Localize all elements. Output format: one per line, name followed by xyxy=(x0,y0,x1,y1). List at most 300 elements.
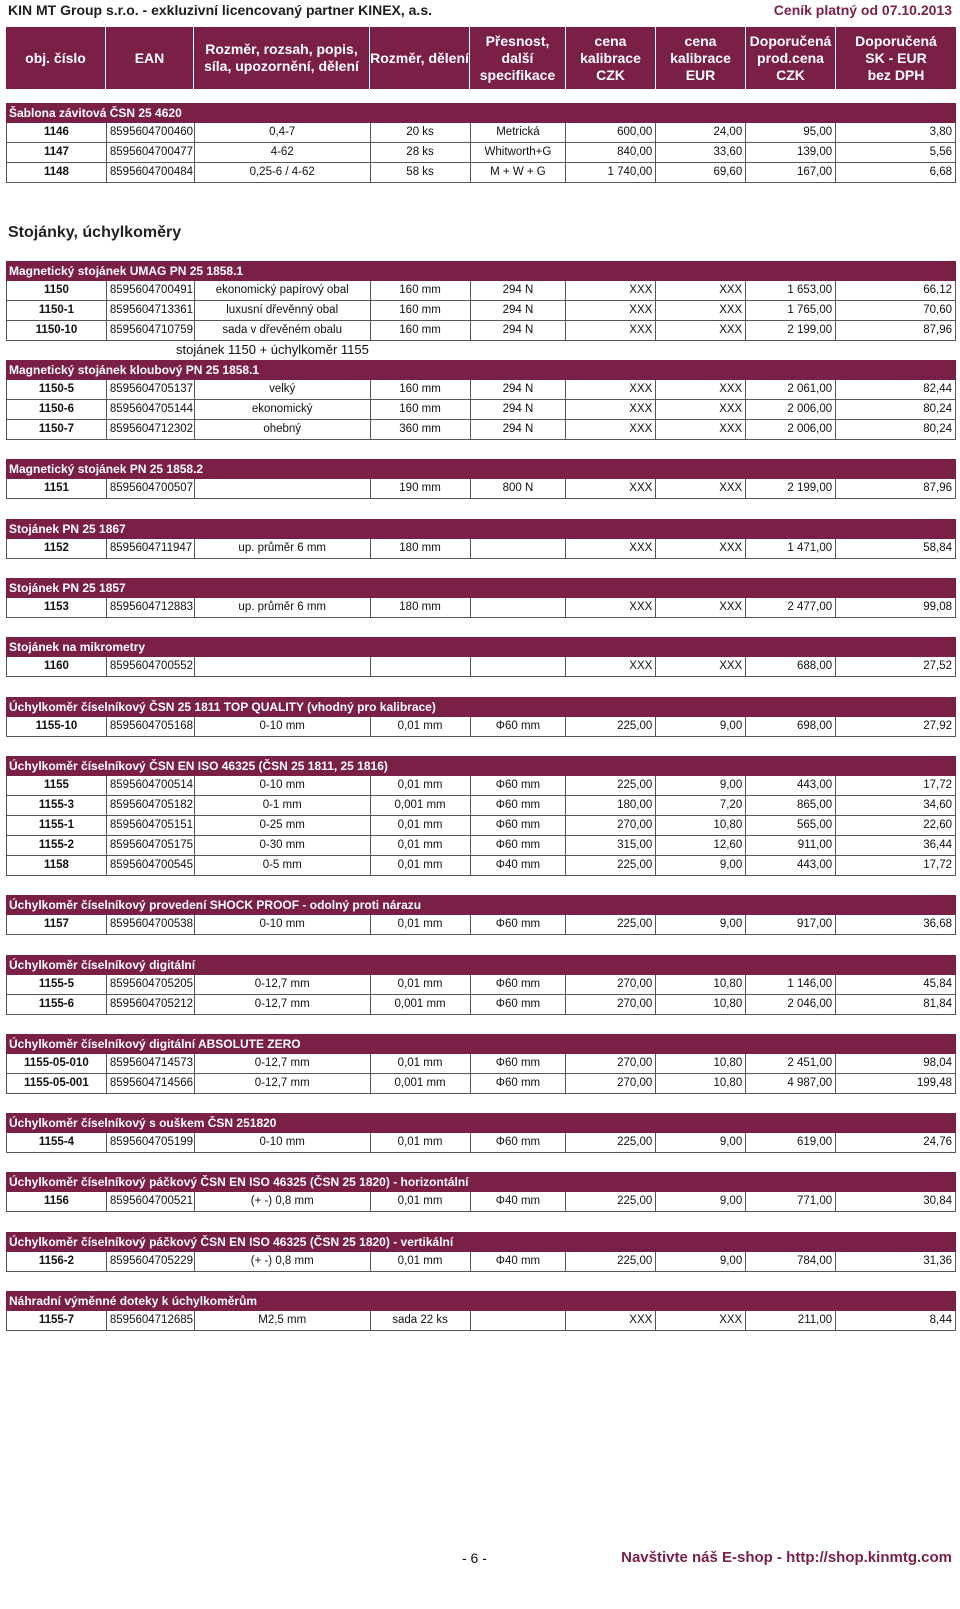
table-row xyxy=(6,836,956,856)
cell-size: 160 mm xyxy=(371,281,471,300)
cell-calibration-eur: 9,00 xyxy=(656,776,746,795)
cell-price-sk-eur: 27,92 xyxy=(836,717,956,736)
cell-price-sk-eur: 22,60 xyxy=(836,816,956,835)
cell-calibration-eur: XXX xyxy=(656,1311,746,1330)
section-title: Magnetický stojánek PN 25 1858.2 xyxy=(6,459,956,479)
product-section xyxy=(6,637,956,677)
cell-order-number: 1155-5 xyxy=(7,975,107,994)
product-section xyxy=(6,756,956,876)
cell-price-czk: 565,00 xyxy=(746,816,836,835)
table-row xyxy=(6,717,956,737)
cell-precision: Φ60 mm xyxy=(471,776,567,795)
section-title: Úchylkoměr číselníkový ČSN 25 1811 TOP QUALITY (vhodný pro kalibrace) xyxy=(6,697,956,717)
cell-price-sk-eur: 98,04 xyxy=(836,1054,956,1073)
cell-order-number: 1150-6 xyxy=(7,400,107,419)
cell-size: 0,01 mm xyxy=(371,1054,471,1073)
cell-calibration-eur: XXX xyxy=(656,281,746,300)
cell-price-sk-eur: 199,48 xyxy=(836,1074,956,1093)
cell-price-czk: 2 046,00 xyxy=(746,995,836,1014)
cell-size: 0,001 mm xyxy=(371,1074,471,1093)
cell-calibration-eur: XXX xyxy=(656,301,746,320)
cell-precision: Φ60 mm xyxy=(471,995,567,1014)
category-title: Stojánky, úchylkoměry xyxy=(8,224,182,241)
col-header-description: Rozměr, rozsah, popis, síla, upozornění, dělení xyxy=(194,27,370,89)
cell-precision: 294 N xyxy=(471,321,567,340)
cell-description: 0-10 mm xyxy=(195,717,371,736)
table-row xyxy=(6,598,956,618)
cell-description: ekonomický papírový obal xyxy=(195,281,371,300)
cell-calibration-czk: XXX xyxy=(566,657,656,676)
cell-calibration-czk: 225,00 xyxy=(566,1192,656,1211)
cell-order-number: 1147 xyxy=(7,143,107,162)
cell-order-number: 1156-2 xyxy=(7,1252,107,1271)
cell-size: 180 mm xyxy=(371,539,471,558)
cell-ean: 8595604705168 xyxy=(107,717,195,736)
cell-calibration-czk: 225,00 xyxy=(566,1252,656,1271)
cell-price-sk-eur: 34,60 xyxy=(836,796,956,815)
cell-description: 0-25 mm xyxy=(195,816,371,835)
cell-calibration-eur: 10,80 xyxy=(656,975,746,994)
cell-calibration-eur: 9,00 xyxy=(656,915,746,934)
cell-precision: Metrická xyxy=(471,123,567,142)
cell-calibration-czk: XXX xyxy=(566,380,656,399)
cell-ean: 8595604713361 xyxy=(107,301,195,320)
table-row xyxy=(6,143,956,163)
cell-calibration-czk: XXX xyxy=(566,1311,656,1330)
cell-size: 180 mm xyxy=(371,598,471,617)
cell-price-czk: 1 471,00 xyxy=(746,539,836,558)
table-row xyxy=(6,915,956,935)
cell-description xyxy=(195,479,371,498)
product-section xyxy=(6,895,956,935)
cell-calibration-eur: 69,60 xyxy=(656,163,746,182)
cell-precision: Φ60 mm xyxy=(471,836,567,855)
cell-price-sk-eur: 36,68 xyxy=(836,915,956,934)
cell-calibration-czk: XXX xyxy=(566,598,656,617)
table-row xyxy=(6,1054,956,1074)
table-row xyxy=(6,856,956,876)
product-section xyxy=(6,103,956,183)
product-section xyxy=(6,697,956,737)
cell-size: 0,01 mm xyxy=(371,1192,471,1211)
table-row xyxy=(6,380,956,400)
cell-calibration-eur: 7,20 xyxy=(656,796,746,815)
col-header-size: Rozměr, dělení xyxy=(370,27,470,89)
cell-description: 4-62 xyxy=(195,143,371,162)
cell-order-number: 1150-10 xyxy=(7,321,107,340)
cell-price-czk: 4 987,00 xyxy=(746,1074,836,1093)
product-section xyxy=(6,1172,956,1212)
cell-order-number: 1155-1 xyxy=(7,816,107,835)
cell-precision: Φ60 mm xyxy=(471,717,567,736)
cell-precision: Φ60 mm xyxy=(471,915,567,934)
cell-ean: 8595604705199 xyxy=(107,1133,195,1152)
table-row xyxy=(6,1252,956,1272)
cell-calibration-eur: 12,60 xyxy=(656,836,746,855)
cell-order-number: 1156 xyxy=(7,1192,107,1211)
cell-order-number: 1151 xyxy=(7,479,107,498)
table-row xyxy=(6,975,956,995)
section-title: Magnetický stojánek kloubový PN 25 1858.1 xyxy=(6,360,956,380)
col-header-calibration-czk: cena kalibrace CZK xyxy=(566,27,656,89)
cell-order-number: 1155-2 xyxy=(7,836,107,855)
cell-size: 0,01 mm xyxy=(371,776,471,795)
product-section xyxy=(6,519,956,559)
cell-calibration-eur: 10,80 xyxy=(656,1054,746,1073)
table-row xyxy=(6,479,956,499)
cell-calibration-czk: XXX xyxy=(566,301,656,320)
table-row xyxy=(6,796,956,816)
product-section xyxy=(6,360,956,440)
cell-price-sk-eur: 6,68 xyxy=(836,163,956,182)
cell-price-sk-eur: 24,76 xyxy=(836,1133,956,1152)
product-section xyxy=(6,1034,956,1094)
cell-size: 190 mm xyxy=(371,479,471,498)
cell-calibration-eur: 9,00 xyxy=(656,1252,746,1271)
cell-price-czk: 1 653,00 xyxy=(746,281,836,300)
cell-order-number: 1153 xyxy=(7,598,107,617)
cell-price-sk-eur: 87,96 xyxy=(836,479,956,498)
cell-price-czk: 865,00 xyxy=(746,796,836,815)
cell-price-sk-eur: 58,84 xyxy=(836,539,956,558)
cell-price-sk-eur: 82,44 xyxy=(836,380,956,399)
cell-ean: 8595604705229 xyxy=(107,1252,195,1271)
cell-price-sk-eur: 30,84 xyxy=(836,1192,956,1211)
cell-ean: 8595604712685 xyxy=(107,1311,195,1330)
cell-calibration-czk: 225,00 xyxy=(566,856,656,875)
table-row xyxy=(6,420,956,440)
cell-price-sk-eur: 31,36 xyxy=(836,1252,956,1271)
cell-order-number: 1158 xyxy=(7,856,107,875)
cell-price-sk-eur: 99,08 xyxy=(836,598,956,617)
cell-description: M2,5 mm xyxy=(195,1311,371,1330)
cell-size: 28 ks xyxy=(371,143,471,162)
price-validity-date: Ceník platný od 07.10.2013 xyxy=(773,2,952,18)
cell-precision: Φ60 mm xyxy=(471,796,567,815)
cell-size: 0,01 mm xyxy=(371,1133,471,1152)
cell-calibration-czk: 225,00 xyxy=(566,1133,656,1152)
product-section xyxy=(6,1291,956,1331)
cell-calibration-eur: XXX xyxy=(656,380,746,399)
cell-price-czk: 1 765,00 xyxy=(746,301,836,320)
cell-size: 0,01 mm xyxy=(371,836,471,855)
cell-calibration-czk: 270,00 xyxy=(566,995,656,1014)
cell-price-czk: 917,00 xyxy=(746,915,836,934)
cell-size: 160 mm xyxy=(371,400,471,419)
cell-ean: 8595604700521 xyxy=(107,1192,195,1211)
cell-calibration-czk: 270,00 xyxy=(566,1054,656,1073)
cell-price-sk-eur: 80,24 xyxy=(836,420,956,439)
cell-calibration-czk: 270,00 xyxy=(566,975,656,994)
col-header-order-number: obj. číslo xyxy=(6,27,106,89)
section-title: Úchylkoměr číselníkový páčkový ČSN EN ISO 46325 (ČSN 25 1820) - vertikální xyxy=(6,1232,956,1252)
table-row xyxy=(6,281,956,301)
cell-calibration-czk: 270,00 xyxy=(566,816,656,835)
cell-calibration-eur: 9,00 xyxy=(656,856,746,875)
cell-price-czk: 2 006,00 xyxy=(746,420,836,439)
cell-ean: 8595604700491 xyxy=(107,281,195,300)
cell-size: 20 ks xyxy=(371,123,471,142)
cell-description: 0-12,7 mm xyxy=(195,995,371,1014)
cell-price-czk: 2 199,00 xyxy=(746,479,836,498)
cell-order-number: 1146 xyxy=(7,123,107,142)
cell-price-sk-eur: 66,12 xyxy=(836,281,956,300)
cell-order-number: 1155-10 xyxy=(7,717,107,736)
cell-price-sk-eur: 36,44 xyxy=(836,836,956,855)
cell-order-number: 1150-7 xyxy=(7,420,107,439)
cell-price-sk-eur: 87,96 xyxy=(836,321,956,340)
table-row xyxy=(6,163,956,183)
cell-order-number: 1152 xyxy=(7,539,107,558)
cell-price-czk: 698,00 xyxy=(746,717,836,736)
cell-description: sada v dřevěném obalu xyxy=(195,321,371,340)
cell-calibration-czk: 600,00 xyxy=(566,123,656,142)
cell-calibration-czk: 315,00 xyxy=(566,836,656,855)
cell-price-czk: 688,00 xyxy=(746,657,836,676)
col-header-calibration-eur: cena kalibrace EUR xyxy=(656,27,746,89)
set-note: stojánek 1150 + úchylkoměr 1155 xyxy=(176,342,369,357)
cell-order-number: 1155-05-001 xyxy=(7,1074,107,1093)
section-title: Úchylkoměr číselníkový digitální xyxy=(6,955,956,975)
cell-price-czk: 443,00 xyxy=(746,776,836,795)
cell-size: 0,01 mm xyxy=(371,915,471,934)
cell-size: 360 mm xyxy=(371,420,471,439)
table-row xyxy=(6,816,956,836)
cell-price-sk-eur: 5,56 xyxy=(836,143,956,162)
cell-calibration-eur: 24,00 xyxy=(656,123,746,142)
cell-calibration-eur: 9,00 xyxy=(656,1192,746,1211)
cell-price-sk-eur: 81,84 xyxy=(836,995,956,1014)
cell-calibration-czk: XXX xyxy=(566,479,656,498)
table-row xyxy=(6,1133,956,1153)
cell-price-czk: 443,00 xyxy=(746,856,836,875)
cell-order-number: 1157 xyxy=(7,915,107,934)
section-title: Šablona závitová ČSN 25 4620 xyxy=(6,103,956,123)
cell-ean: 8595604705205 xyxy=(107,975,195,994)
cell-order-number: 1155-7 xyxy=(7,1311,107,1330)
table-row xyxy=(6,301,956,321)
cell-price-sk-eur: 8,44 xyxy=(836,1311,956,1330)
section-title: Úchylkoměr číselníkový s ouškem ČSN 251820 xyxy=(6,1113,956,1133)
cell-order-number: 1155-05-010 xyxy=(7,1054,107,1073)
table-row xyxy=(6,995,956,1015)
cell-calibration-eur: 33,60 xyxy=(656,143,746,162)
cell-calibration-czk: 180,00 xyxy=(566,796,656,815)
cell-precision: Φ60 mm xyxy=(471,1133,567,1152)
cell-calibration-czk: 225,00 xyxy=(566,915,656,934)
cell-order-number: 1155-4 xyxy=(7,1133,107,1152)
cell-calibration-eur: XXX xyxy=(656,420,746,439)
cell-precision xyxy=(471,539,567,558)
table-row xyxy=(6,776,956,796)
cell-precision: Φ60 mm xyxy=(471,975,567,994)
cell-calibration-czk: 270,00 xyxy=(566,1074,656,1093)
cell-description xyxy=(195,657,371,676)
table-row xyxy=(6,1192,956,1212)
cell-price-czk: 2 199,00 xyxy=(746,321,836,340)
cell-calibration-eur: XXX xyxy=(656,539,746,558)
cell-size: 0,01 mm xyxy=(371,975,471,994)
cell-price-czk: 2 006,00 xyxy=(746,400,836,419)
table-row xyxy=(6,1074,956,1094)
cell-ean: 8595604700514 xyxy=(107,776,195,795)
cell-calibration-czk: 225,00 xyxy=(566,717,656,736)
cell-precision: M + W + G xyxy=(471,163,567,182)
cell-price-sk-eur: 17,72 xyxy=(836,856,956,875)
product-section xyxy=(6,459,956,499)
col-header-ean: EAN xyxy=(106,27,194,89)
cell-price-sk-eur: 3,80 xyxy=(836,123,956,142)
cell-calibration-czk: XXX xyxy=(566,281,656,300)
cell-size: 160 mm xyxy=(371,321,471,340)
cell-ean: 8595604710759 xyxy=(107,321,195,340)
cell-size: 160 mm xyxy=(371,380,471,399)
cell-order-number: 1160 xyxy=(7,657,107,676)
cell-ean: 8595604705212 xyxy=(107,995,195,1014)
cell-description: 0-12,7 mm xyxy=(195,1074,371,1093)
cell-size: sada 22 ks xyxy=(371,1311,471,1330)
cell-calibration-eur: XXX xyxy=(656,598,746,617)
cell-precision: Φ40 mm xyxy=(471,1192,567,1211)
cell-order-number: 1155-3 xyxy=(7,796,107,815)
cell-precision: 294 N xyxy=(471,400,567,419)
cell-ean: 8595604700484 xyxy=(107,163,195,182)
cell-precision: Whitworth+G xyxy=(471,143,567,162)
section-title: Úchylkoměr číselníkový provedení SHOCK PROOF - odolný proti nárazu xyxy=(6,895,956,915)
col-header-price-czk: Doporučená prod.cena CZK xyxy=(746,27,836,89)
cell-precision xyxy=(471,1311,567,1330)
cell-price-czk: 619,00 xyxy=(746,1133,836,1152)
cell-ean: 8595604700552 xyxy=(107,657,195,676)
cell-description: 0-10 mm xyxy=(195,1133,371,1152)
table-row xyxy=(6,123,956,143)
cell-size: 0,001 mm xyxy=(371,796,471,815)
cell-ean: 8595604700538 xyxy=(107,915,195,934)
cell-ean: 8595604705182 xyxy=(107,796,195,815)
cell-calibration-eur: 10,80 xyxy=(656,1074,746,1093)
cell-order-number: 1150 xyxy=(7,281,107,300)
product-section xyxy=(6,1232,956,1272)
cell-description: 0-12,7 mm xyxy=(195,975,371,994)
table-row xyxy=(6,321,956,341)
cell-description: 0-10 mm xyxy=(195,776,371,795)
cell-size: 160 mm xyxy=(371,301,471,320)
cell-description: up. průměr 6 mm xyxy=(195,539,371,558)
section-title: Magnetický stojánek UMAG PN 25 1858.1 xyxy=(6,261,956,281)
cell-description: 0-10 mm xyxy=(195,915,371,934)
page-header xyxy=(8,0,952,20)
cell-price-czk: 771,00 xyxy=(746,1192,836,1211)
cell-price-czk: 911,00 xyxy=(746,836,836,855)
col-header-precision: Přesnost, další specifikace xyxy=(470,27,566,89)
cell-price-czk: 139,00 xyxy=(746,143,836,162)
cell-size: 58 ks xyxy=(371,163,471,182)
product-section xyxy=(6,1113,956,1153)
cell-precision: 800 N xyxy=(471,479,567,498)
page-number: - 6 - xyxy=(462,1550,487,1566)
cell-ean: 8595604705151 xyxy=(107,816,195,835)
cell-order-number: 1155 xyxy=(7,776,107,795)
table-header xyxy=(6,27,956,89)
cell-description: 0-12,7 mm xyxy=(195,1054,371,1073)
cell-precision: 294 N xyxy=(471,380,567,399)
section-title: Úchylkoměr číselníkový digitální ABSOLUTE ZERO xyxy=(6,1034,956,1054)
col-header-price-sk-eur: Doporučená SK - EUR bez DPH xyxy=(855,32,937,83)
cell-order-number: 1150-1 xyxy=(7,301,107,320)
cell-calibration-czk: 225,00 xyxy=(566,776,656,795)
cell-ean: 8595604714566 xyxy=(107,1074,195,1093)
product-section xyxy=(6,578,956,618)
cell-order-number: 1148 xyxy=(7,163,107,182)
cell-precision: Φ40 mm xyxy=(471,1252,567,1271)
cell-precision: 294 N xyxy=(471,420,567,439)
cell-calibration-czk: XXX xyxy=(566,539,656,558)
cell-precision: Φ60 mm xyxy=(471,1074,567,1093)
cell-calibration-czk: 1 740,00 xyxy=(566,163,656,182)
cell-precision: 294 N xyxy=(471,301,567,320)
cell-ean: 8595604712302 xyxy=(107,420,195,439)
section-title: Úchylkoměr číselníkový páčkový ČSN EN ISO 46325 (ČSN 25 1820) - horizontální xyxy=(6,1172,956,1192)
cell-price-czk: 211,00 xyxy=(746,1311,836,1330)
cell-size: 0,01 mm xyxy=(371,1252,471,1271)
cell-calibration-eur: XXX xyxy=(656,400,746,419)
cell-size: 0,01 mm xyxy=(371,816,471,835)
section-title: Stojánek na mikrometry xyxy=(6,637,956,657)
cell-price-sk-eur: 27,52 xyxy=(836,657,956,676)
cell-price-sk-eur: 17,72 xyxy=(836,776,956,795)
section-title: Náhradní výměnné doteky k úchylkoměrům xyxy=(6,1291,956,1311)
section-title: Stojánek PN 25 1857 xyxy=(6,578,956,598)
product-section xyxy=(6,955,956,1015)
cell-calibration-eur: 10,80 xyxy=(656,995,746,1014)
cell-precision: 294 N xyxy=(471,281,567,300)
table-row xyxy=(6,657,956,677)
table-row xyxy=(6,539,956,559)
cell-order-number: 1150-5 xyxy=(7,380,107,399)
cell-calibration-eur: XXX xyxy=(656,321,746,340)
cell-precision: Φ40 mm xyxy=(471,856,567,875)
cell-description: 0-5 mm xyxy=(195,856,371,875)
cell-precision xyxy=(471,657,567,676)
cell-size: 0,01 mm xyxy=(371,717,471,736)
cell-calibration-czk: 840,00 xyxy=(566,143,656,162)
cell-calibration-czk: XXX xyxy=(566,321,656,340)
cell-calibration-eur: XXX xyxy=(656,657,746,676)
cell-price-czk: 95,00 xyxy=(746,123,836,142)
cell-description: 0,4-7 xyxy=(195,123,371,142)
cell-ean: 8595604705137 xyxy=(107,380,195,399)
cell-price-czk: 784,00 xyxy=(746,1252,836,1271)
cell-description: ohebný xyxy=(195,420,371,439)
cell-order-number: 1155-6 xyxy=(7,995,107,1014)
cell-description: up. průměr 6 mm xyxy=(195,598,371,617)
eshop-link[interactable]: Navštivte náš E-shop - http://shop.kinmtg.com xyxy=(621,1549,952,1566)
cell-price-sk-eur: 70,60 xyxy=(836,301,956,320)
cell-calibration-czk: XXX xyxy=(566,400,656,419)
cell-ean: 8595604700460 xyxy=(107,123,195,142)
cell-ean: 8595604705144 xyxy=(107,400,195,419)
cell-size xyxy=(371,657,471,676)
cell-ean: 8595604712883 xyxy=(107,598,195,617)
section-title: Úchylkoměr číselníkový ČSN EN ISO 46325 (ČSN 25 1811, 25 1816) xyxy=(6,756,956,776)
cell-calibration-eur: 9,00 xyxy=(656,1133,746,1152)
cell-price-czk: 2 477,00 xyxy=(746,598,836,617)
cell-size: 0,01 mm xyxy=(371,856,471,875)
cell-calibration-eur: XXX xyxy=(656,479,746,498)
cell-price-sk-eur: 80,24 xyxy=(836,400,956,419)
cell-calibration-czk: XXX xyxy=(566,420,656,439)
company-name: KIN MT Group s.r.o. - exkluzivní licencovaný partner KINEX, a.s. xyxy=(8,2,432,18)
